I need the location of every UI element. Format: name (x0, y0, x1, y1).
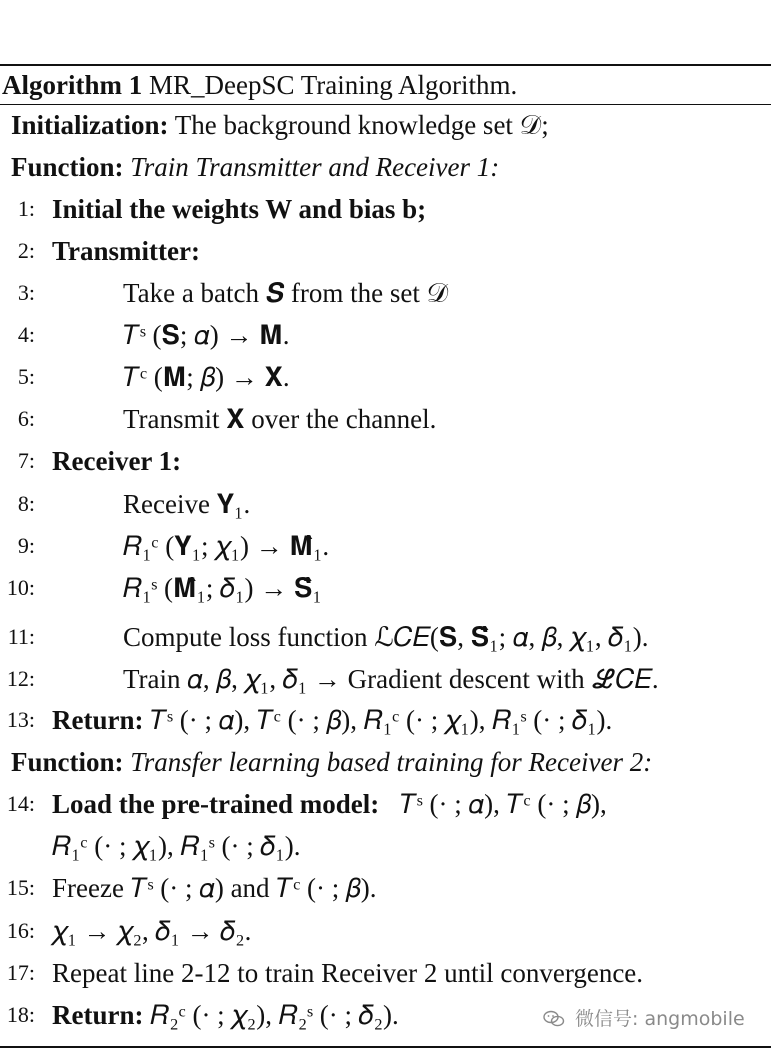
algorithm-number: Algorithm 1 (2, 70, 143, 100)
function-text-1: Train Transmitter and Receiver 1: (130, 152, 500, 182)
return-value: 𝑅₂ᶜ (· ; 𝜒₂), 𝑅₂ˢ (· ; 𝛿₂). (150, 1000, 399, 1030)
load-line (52, 787, 607, 821)
line-text: 𝑇ᶜ (𝐌; 𝛽) → 𝐗. (123, 362, 290, 392)
line-number: 4: (17, 322, 35, 347)
function-line-2 (11, 745, 652, 779)
line-text: Receive 𝐘₁. (123, 489, 251, 519)
line-number: 8: (17, 491, 35, 516)
line-text: Transmit 𝐗 over the channel. (123, 404, 437, 434)
line-number: 15: (6, 875, 35, 900)
line-text: Take a batch 𝑺 from the set 𝒟 (123, 278, 449, 308)
algorithm-name: MR_DeepSC Training Algorithm. (148, 70, 518, 100)
wechat-watermark (543, 1004, 745, 1031)
return-label: Return: (52, 705, 144, 735)
line-text: Transmitter: (52, 236, 200, 266)
algorithm-title (2, 66, 517, 104)
title-rule (0, 104, 771, 105)
line-text: Initial the weights W and bias b; (52, 194, 427, 224)
line-number: 13: (6, 707, 35, 732)
line-number: 12: (6, 666, 35, 691)
line-text: 𝑇ˢ (𝐒; 𝛼) → 𝐌. (123, 320, 290, 350)
line-number: 14: (6, 791, 35, 816)
watermark-text: 微信号: angmobile (575, 1008, 745, 1030)
line-number: 17: (6, 960, 35, 985)
line-number: 2: (17, 238, 35, 263)
wechat-icon (543, 1010, 565, 1028)
line-number: 18: (6, 1002, 35, 1027)
initialization-line (11, 108, 549, 142)
line-text: Receiver 1: (52, 446, 182, 476)
line-text: 𝑅₁ˢ (𝐌̂₁; 𝛿₁) → 𝐒̂₁ (123, 573, 322, 603)
function-label-1: Function: (11, 152, 124, 182)
line-number: 9: (17, 533, 35, 558)
load-label: Load the pre-trained model: (52, 789, 380, 819)
return-line-1 (52, 703, 612, 737)
line-text: Repeat line 2-12 to train Receiver 2 until convergence. (52, 958, 644, 988)
return-line-2 (52, 998, 399, 1032)
return-value: 𝑇ˢ (· ; 𝛼), 𝑇ᶜ (· ; 𝛽), 𝑅₁ᶜ (· ; 𝜒₁), 𝑅₁ˢ (· ; 𝛿₁). (150, 705, 613, 735)
line-text: 𝑅₁ᶜ (𝐘₁; 𝜒₁) → 𝐌̂₁. (123, 531, 330, 561)
line-text: Compute loss function ℒ𝐶𝐸(𝐒, 𝐒̂₁; 𝛼, 𝛽, 𝜒₁, 𝛿₁). (123, 622, 649, 652)
line-number: 10: (6, 575, 35, 600)
return-label: Return: (52, 1000, 144, 1030)
line-number: 5: (17, 364, 35, 389)
line-number: 6: (17, 406, 35, 431)
line-number: 7: (17, 448, 35, 473)
line-number: 16: (6, 918, 35, 943)
line-number: 11: (7, 624, 35, 649)
line-text: Freeze 𝑇ˢ (· ; 𝛼) and 𝑇ᶜ (· ; 𝛽). (52, 873, 377, 903)
line-number: 1: (17, 196, 35, 221)
function-text-2: Transfer learning based training for Receiver 2: (130, 747, 653, 777)
line-text: Train 𝛼, 𝛽, 𝜒₁, 𝛿₁ → Gradient descent with ℒ𝐶𝐸. (123, 664, 659, 694)
load-value: 𝑇ˢ (· ; 𝛼), 𝑇ᶜ (· ; 𝛽), (399, 789, 607, 819)
line-number: 3: (17, 280, 35, 305)
line-text: 𝜒₁ → 𝜒₂, 𝛿₁ → 𝛿₂. (52, 916, 252, 946)
bottom-rule (0, 1046, 771, 1048)
function-label-2: Function: (11, 747, 124, 777)
function-line-1 (11, 150, 499, 184)
load-line-continued: 𝑅₁ᶜ (· ; 𝜒₁), 𝑅₁ˢ (· ; 𝛿₁). (52, 831, 301, 861)
initialization-label: Initialization: (11, 110, 169, 140)
initialization-text: The background knowledge set 𝒟; (174, 110, 549, 140)
